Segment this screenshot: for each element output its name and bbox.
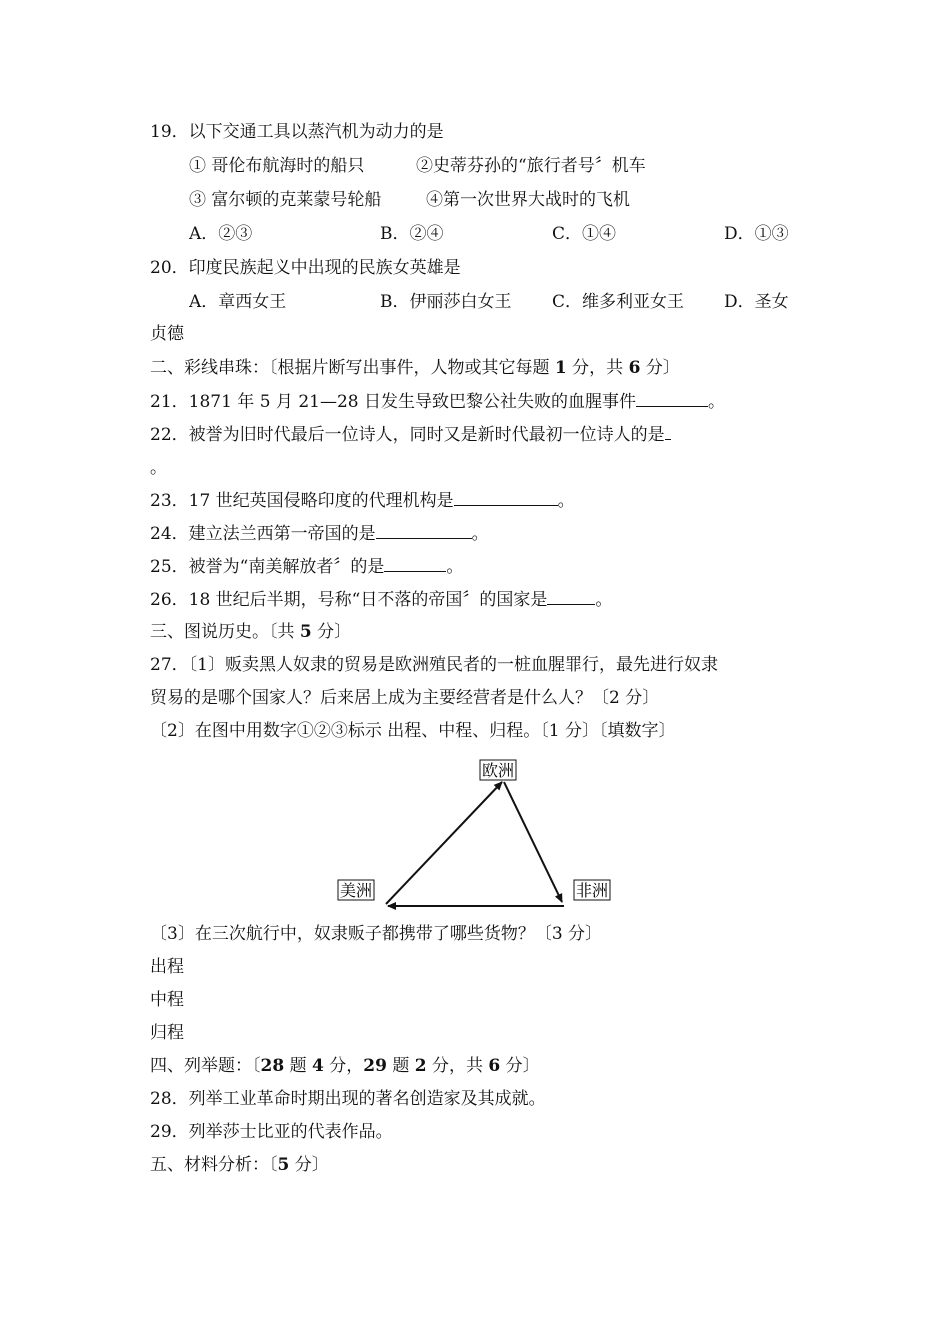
q25	[150, 554, 463, 579]
section-2-heading	[150, 356, 680, 380]
q22-end: 。	[150, 458, 167, 478]
section-4-heading	[150, 1054, 540, 1078]
q19-stem: 19．以下交通工具以蒸汽机为动力的是	[150, 122, 444, 142]
q26-text: 26．18 世纪后半期，号称“日不落的帝国〞的国家是	[150, 590, 548, 610]
q20-option-c: C．维多利亚女王	[552, 292, 685, 312]
section-2-points-total: 6	[628, 358, 641, 378]
q21-end: 。	[708, 392, 725, 412]
section-4-q29-points: 2	[414, 1056, 427, 1076]
section-3-heading	[150, 620, 351, 644]
q27-leg-middle: 中程	[150, 990, 184, 1010]
q19-item-2: ②史蒂芬孙的“旅行者号〞机车	[416, 156, 646, 176]
section-3-points: 5	[299, 622, 312, 642]
q27-line-3: 〔2〕在图中用数字①②③标示 出程、中程、归程。〔1 分〕〔填数字〕	[150, 721, 676, 741]
section-2-mid: 分，共	[572, 358, 624, 378]
q28: 28．列举工业革命时期出现的著名创造家及其成就。	[150, 1089, 546, 1109]
section-5-post: 分〕	[294, 1155, 329, 1175]
q27-line-4: 〔3〕在三次航行中，奴隶贩子都携带了哪些货物？〔3 分〕	[150, 924, 603, 944]
q19-item-3: ③ 富尔顿的克莱蒙号轮船	[189, 190, 382, 210]
q19-option-c: C．①④	[552, 224, 617, 244]
q19-item-4: ④第一次世界大战时的飞机	[426, 190, 630, 210]
q20-option-b: B．伊丽莎白女王	[380, 292, 512, 312]
section-4-t4: 分，共	[431, 1056, 483, 1076]
q21-text: 21．1871 年 5 月 21—28 日发生导致巴黎公社失败的血腥事件	[150, 392, 636, 412]
section-5-heading	[150, 1153, 329, 1177]
q24	[150, 521, 489, 546]
q23	[150, 488, 575, 513]
q23-text: 23．17 世纪英国侵略印度的代理机构是	[150, 491, 454, 511]
section-2-pre: 二、彩线串珠：〔根据片断写出事件，人物或其它每题	[150, 358, 550, 378]
section-4-t5: 分〕	[505, 1056, 540, 1076]
q20-option-a: A．章西女王	[189, 292, 287, 312]
section-4-q29: 29	[363, 1056, 387, 1076]
q22	[150, 422, 671, 447]
q27-leg-return: 归程	[150, 1023, 184, 1043]
section-4-q28-points: 4	[311, 1056, 324, 1076]
section-4-t3: 题	[392, 1056, 410, 1076]
triangle-trade-diagram	[330, 756, 620, 916]
q24-answer-blank[interactable]	[376, 521, 472, 539]
section-4-t2: 分，	[329, 1056, 364, 1076]
q22-answer-blank[interactable]	[665, 422, 671, 440]
q27-line-2: 贸易的是哪个国家人？后来居上成为主要经营者是什么人？〔2 分〕	[150, 688, 660, 708]
q23-end: 。	[557, 491, 575, 511]
section-5-pre: 五、材料分析：〔	[150, 1155, 278, 1175]
q25-answer-blank[interactable]	[384, 554, 446, 572]
route-america-europe	[386, 782, 502, 904]
q25-end: 。	[446, 557, 464, 577]
q20-option-d: D．圣女	[724, 292, 789, 312]
section-4-pre: 四、列举题：〔	[150, 1056, 261, 1076]
q26	[150, 587, 612, 612]
section-2-points-each: 1	[554, 358, 567, 378]
section-3-pre: 三、图说历史。〔共	[150, 622, 295, 642]
europe-label: 欧洲	[481, 761, 515, 780]
q25-text: 25．被誉为“南美解放者〞的是	[150, 557, 385, 577]
q19-option-b: B．②④	[380, 224, 444, 244]
africa-label: 非洲	[575, 881, 609, 900]
section-2-post: 分〕	[645, 358, 680, 378]
q21-answer-blank[interactable]	[636, 389, 708, 407]
america-label: 美洲	[339, 881, 373, 900]
q19-item-1: ① 哥伦布航海时的船只	[189, 156, 365, 176]
q27-line-1: 27．〔1〕贩卖黑人奴隶的贸易是欧洲殖民者的一桩血腥罪行，最先进行奴隶	[150, 655, 718, 675]
section-4-total-points: 6	[488, 1056, 501, 1076]
q29: 29．列举莎士比亚的代表作品。	[150, 1122, 393, 1142]
q26-answer-blank[interactable]	[547, 587, 595, 605]
q23-answer-blank[interactable]	[454, 488, 558, 506]
q19-option-a: A．②③	[189, 224, 253, 244]
section-4-t1: 题	[289, 1056, 307, 1076]
section-3-post: 分〕	[317, 622, 352, 642]
q21	[150, 389, 725, 414]
q26-end: 。	[595, 590, 613, 610]
section-5-points: 5	[277, 1155, 290, 1175]
q19-option-d: D．①③	[724, 224, 789, 244]
q24-text: 24．建立法兰西第一帝国的是	[150, 524, 376, 544]
route-europe-africa	[504, 782, 562, 902]
q20-option-d-wrap: 贞德	[150, 324, 184, 344]
q24-end: 。	[471, 524, 489, 544]
q22-text: 22．被誉为旧时代最后一位诗人，同时又是新时代最初一位诗人的是	[150, 425, 665, 445]
q20-stem: 20．印度民族起义中出现的民族女英雄是	[150, 258, 461, 278]
q27-leg-outbound: 出程	[150, 957, 184, 977]
section-4-q28: 28	[260, 1056, 285, 1076]
